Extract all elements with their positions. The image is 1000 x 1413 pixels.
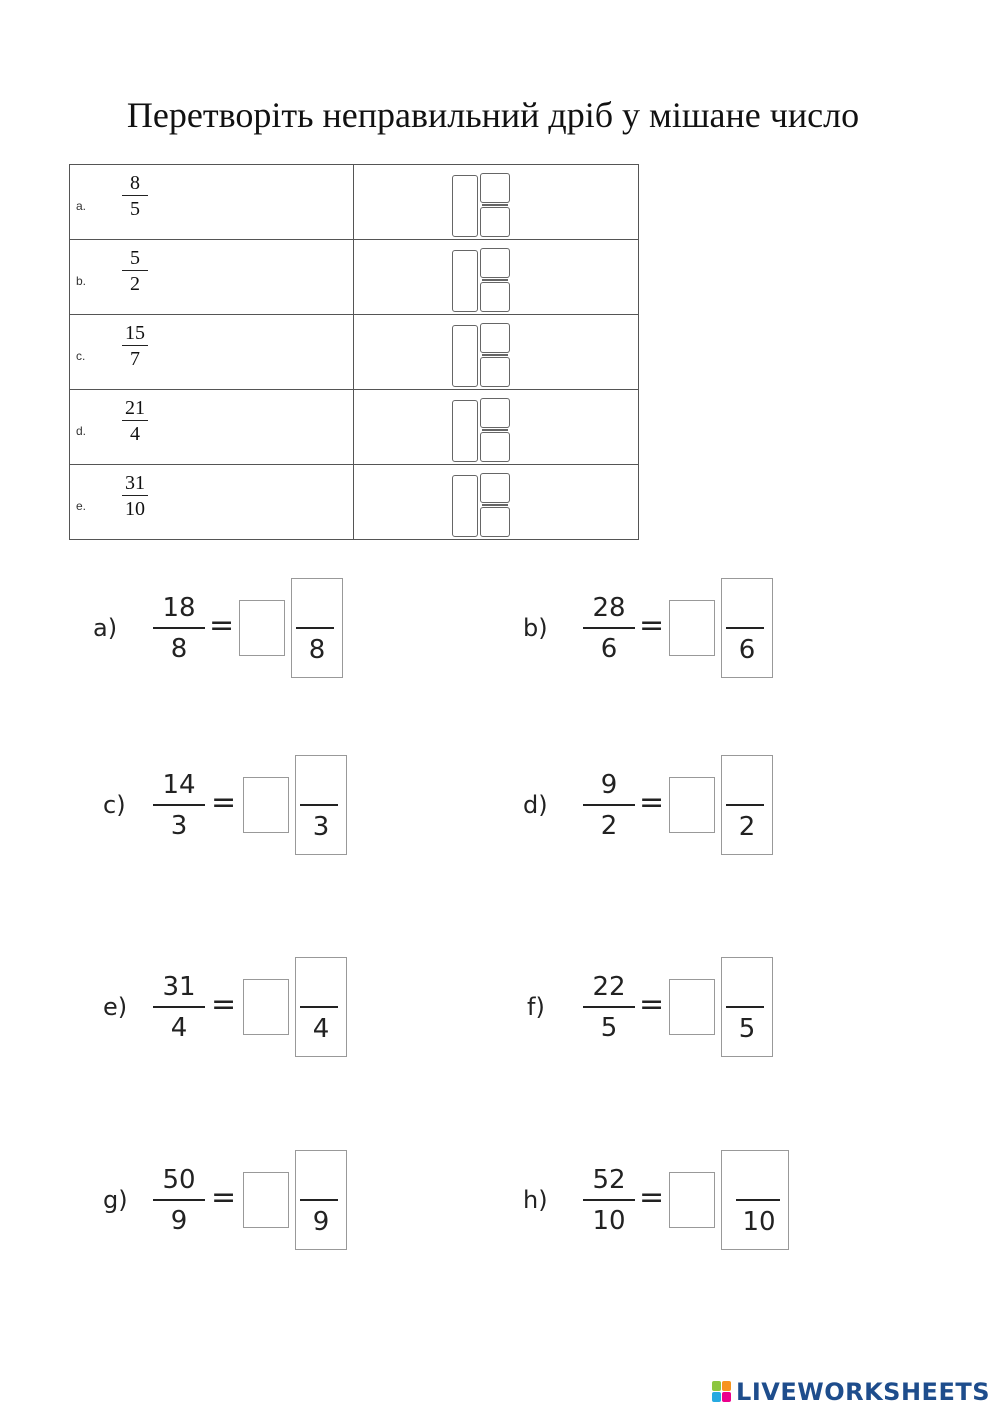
- fraction-denominator: 9: [170, 1206, 188, 1236]
- answer-denominator: 8: [308, 635, 326, 665]
- fraction-bar: [726, 1006, 764, 1008]
- fraction-denominator: 4: [170, 1013, 188, 1043]
- fraction-denominator: 6: [600, 634, 618, 664]
- improper-fraction: [122, 246, 148, 297]
- fraction-numerator: 14: [153, 769, 205, 806]
- fraction-denominator: 7: [130, 348, 140, 370]
- numerator-input[interactable]: [480, 173, 510, 203]
- whole-part-input[interactable]: [669, 1172, 715, 1228]
- answer-denominator: 9: [312, 1207, 330, 1237]
- problem-a: [93, 578, 393, 683]
- equals-sign: =: [211, 1180, 237, 1215]
- numerator-input[interactable]: [721, 1150, 789, 1250]
- equals-sign: =: [211, 785, 237, 820]
- problem-label: d): [523, 791, 548, 819]
- fraction-numerator: 31: [122, 471, 148, 496]
- equals-sign: =: [639, 1180, 665, 1215]
- mixed-number-answer: [452, 398, 512, 462]
- problem-label: f): [527, 993, 545, 1021]
- whole-part-input[interactable]: [239, 600, 285, 656]
- problem-label: h): [523, 1186, 548, 1214]
- equals-sign: =: [639, 987, 665, 1022]
- numerator-input[interactable]: [480, 473, 510, 503]
- fraction-table: [69, 164, 639, 540]
- numerator-input[interactable]: [721, 755, 773, 855]
- whole-part-input[interactable]: [243, 979, 289, 1035]
- whole-part-input[interactable]: [452, 325, 478, 387]
- whole-part-input[interactable]: [452, 400, 478, 462]
- numerator-input[interactable]: [721, 578, 773, 678]
- problem-c: [103, 755, 403, 860]
- improper-fraction: [153, 1164, 205, 1238]
- equals-sign: =: [639, 608, 665, 643]
- answer-denominator: 5: [738, 1014, 756, 1044]
- numerator-input[interactable]: [295, 1150, 347, 1250]
- whole-part-input[interactable]: [669, 777, 715, 833]
- table-row: [70, 315, 639, 390]
- whole-part-input[interactable]: [452, 250, 478, 312]
- table-row: [70, 165, 639, 240]
- numerator-input[interactable]: [480, 248, 510, 278]
- improper-fraction: [153, 769, 205, 843]
- whole-part-input[interactable]: [669, 600, 715, 656]
- problem-h: [523, 1150, 823, 1255]
- fraction-denominator: 5: [600, 1013, 618, 1043]
- whole-part-input[interactable]: [452, 175, 478, 237]
- row-label: b.: [76, 274, 87, 288]
- answer-denominator: 4: [312, 1014, 330, 1044]
- problem-label: g): [103, 1186, 128, 1214]
- fraction-denominator: 5: [130, 198, 140, 220]
- fraction-numerator: 5: [122, 246, 148, 271]
- fraction-denominator: 10: [125, 498, 145, 520]
- fraction-numerator: 18: [153, 592, 205, 629]
- answer-denominator: 6: [738, 635, 756, 665]
- fraction-numerator: 22: [583, 971, 635, 1008]
- denominator-input[interactable]: [480, 507, 510, 537]
- numerator-input[interactable]: [295, 755, 347, 855]
- fraction-numerator: 15: [122, 321, 148, 346]
- denominator-input[interactable]: [480, 357, 510, 387]
- improper-fraction: [122, 321, 148, 372]
- fraction-bar: [300, 1199, 338, 1201]
- mixed-number-answer: [452, 323, 512, 387]
- fraction-numerator: 31: [153, 971, 205, 1008]
- problem-label: e): [103, 993, 128, 1021]
- answer-denominator: 10: [742, 1207, 776, 1237]
- mixed-number-answer: [452, 473, 512, 537]
- fraction-denominator: 2: [600, 811, 618, 841]
- fraction-bar: [726, 804, 764, 806]
- improper-fraction: [583, 592, 635, 666]
- fraction-bar: [300, 804, 338, 806]
- brand-name: LIVEWORKSHEETS: [736, 1378, 990, 1406]
- fraction-bar: [482, 204, 508, 206]
- numerator-input[interactable]: [291, 578, 343, 678]
- problem-f: [523, 957, 823, 1062]
- fraction-denominator: 2: [130, 273, 140, 295]
- improper-fraction: [122, 396, 148, 447]
- fraction-numerator: 52: [583, 1164, 635, 1201]
- numerator-input[interactable]: [295, 957, 347, 1057]
- fraction-denominator: 8: [170, 634, 188, 664]
- denominator-input[interactable]: [480, 432, 510, 462]
- improper-fraction: [153, 971, 205, 1045]
- equals-sign: =: [639, 785, 665, 820]
- numerator-input[interactable]: [721, 957, 773, 1057]
- whole-part-input[interactable]: [243, 777, 289, 833]
- fraction-bar: [482, 429, 508, 431]
- fraction-bar: [726, 627, 764, 629]
- problem-e: [103, 957, 403, 1062]
- fraction-bar: [736, 1199, 780, 1201]
- fraction-bar: [482, 504, 508, 506]
- improper-fraction: [583, 769, 635, 843]
- problem-label: a): [93, 614, 118, 642]
- problem-d: [523, 755, 823, 860]
- denominator-input[interactable]: [480, 207, 510, 237]
- improper-fraction: [153, 592, 205, 666]
- improper-fraction: [583, 971, 635, 1045]
- fraction-numerator: 50: [153, 1164, 205, 1201]
- table-row: [70, 240, 639, 315]
- problem-b: [523, 578, 823, 683]
- numerator-input[interactable]: [480, 398, 510, 428]
- fraction-numerator: 28: [583, 592, 635, 629]
- problem-g: [103, 1150, 403, 1255]
- table-row: [70, 390, 639, 465]
- mixed-number-answer: [452, 173, 512, 237]
- page-title: Перетворіть неправильний дріб у мішане число: [126, 95, 860, 135]
- problem-label: b): [523, 614, 548, 642]
- row-label: c.: [76, 349, 86, 363]
- table-row: [70, 465, 639, 540]
- answer-denominator: 2: [738, 812, 756, 842]
- whole-part-input[interactable]: [452, 475, 478, 537]
- liveworksheets-logo: [712, 1378, 990, 1406]
- fraction-denominator: 3: [170, 811, 188, 841]
- fraction-numerator: 9: [583, 769, 635, 806]
- row-label: a.: [76, 199, 87, 213]
- liveworksheets-logo-icon: [712, 1381, 732, 1403]
- problem-label: c): [103, 791, 126, 819]
- numerator-input[interactable]: [480, 323, 510, 353]
- whole-part-input[interactable]: [669, 979, 715, 1035]
- whole-part-input[interactable]: [243, 1172, 289, 1228]
- fraction-denominator: 4: [130, 423, 140, 445]
- row-label: e.: [76, 499, 87, 513]
- improper-fraction: [122, 471, 148, 522]
- row-label: d.: [76, 424, 87, 438]
- fraction-bar: [296, 627, 334, 629]
- answer-denominator: 3: [312, 812, 330, 842]
- mixed-number-answer: [452, 248, 512, 312]
- fraction-bar: [482, 354, 508, 356]
- fraction-numerator: 8: [122, 171, 148, 196]
- fraction-denominator: 10: [592, 1206, 626, 1236]
- fraction-numerator: 21: [122, 396, 148, 421]
- denominator-input[interactable]: [480, 282, 510, 312]
- fraction-bar: [300, 1006, 338, 1008]
- improper-fraction: [583, 1164, 635, 1238]
- fraction-bar: [482, 279, 508, 281]
- equals-sign: =: [211, 987, 237, 1022]
- equals-sign: =: [209, 608, 235, 643]
- improper-fraction: [122, 171, 148, 222]
